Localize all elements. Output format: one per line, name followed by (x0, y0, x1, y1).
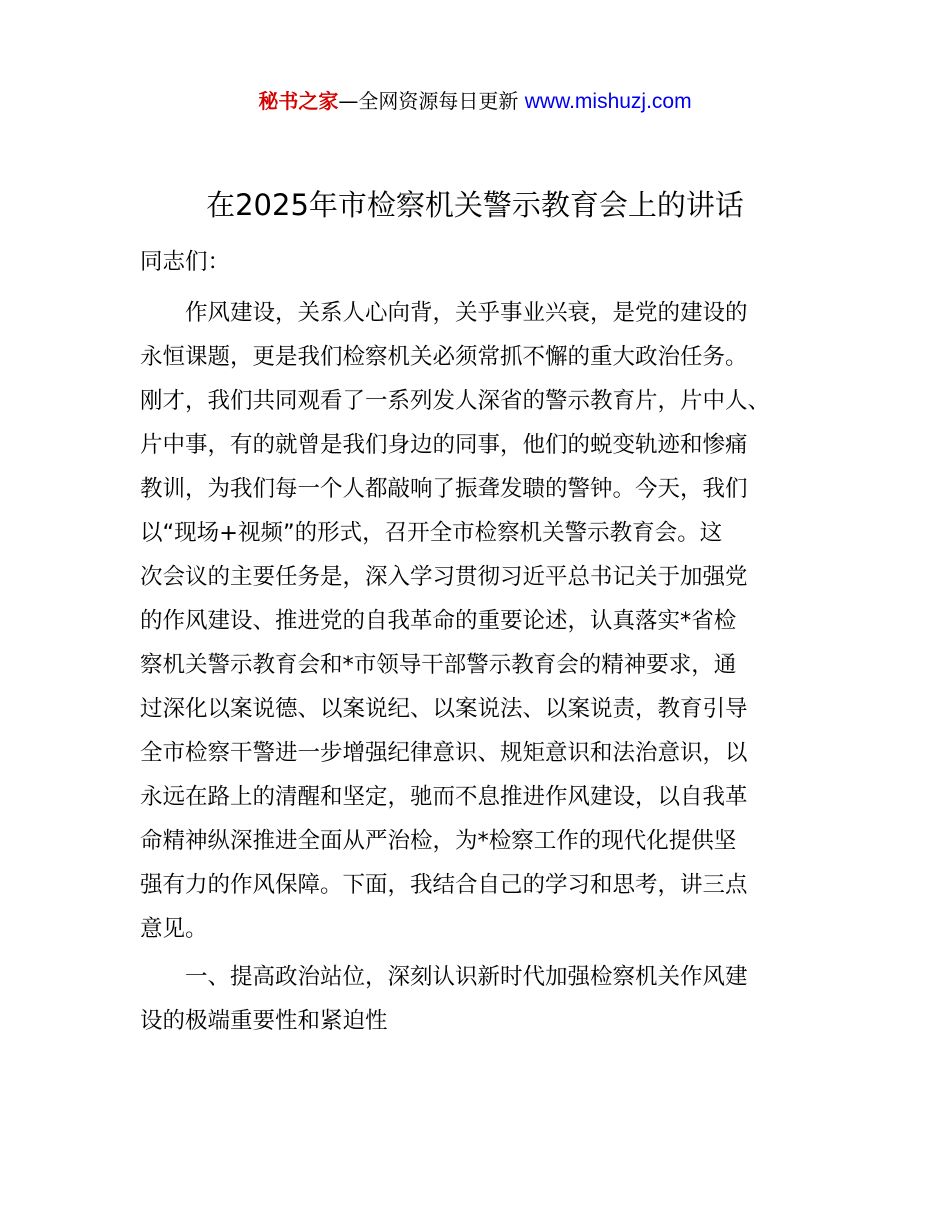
text-line: 刚才，我们共同观看了一系列发人深省的警示教育片，片中人、 (140, 388, 771, 414)
text-line: 永远在路上的清醒和坚定，驰而不息推进作风建设，以自我革 (140, 784, 748, 810)
text-line: 的作风建设、推进党的自我革命的重要论述，认真落实*省检 (140, 608, 737, 634)
text-line: 次会议的主要任务是，深入学习贯彻习近平总书记关于加强党 (140, 564, 748, 590)
text-line: 一、提高政治站位，深刻认识新时代加强检察机关作风建 (185, 964, 748, 990)
text-line: 永恒课题，更是我们检察机关必须常抓不懈的重大政治任务。 (140, 344, 748, 370)
text-line: 命精神纵深推进全面从严治检，为*检察工作的现代化提供坚 (140, 828, 737, 854)
text-line: 以“现场+视频”的形式，召开全市检察机关警示教育会。这 (140, 520, 723, 546)
site-header (0, 86, 950, 117)
text-line: 意见。 (140, 916, 208, 942)
site-tagline: —全网资源每日更新 (338, 89, 519, 113)
text-line: 强有力的作风保障。下面，我结合自己的学习和思考，讲三点 (140, 872, 748, 898)
text-line: 设的极端重要性和紧迫性 (140, 1008, 388, 1034)
text-line: 察机关警示教育会和*市领导干部警示教育会的精神要求，通 (140, 652, 737, 678)
text-line: 过深化以案说德、以案说纪、以案说法、以案说责，教育引导 (140, 696, 748, 722)
brand-name: 秘书之家 (258, 89, 339, 113)
text-line: 片中事，有的就曾是我们身边的同事，他们的蜕变轨迹和惨痛 (140, 432, 748, 458)
document-title: 在2025年市检察机关警示教育会上的讲话 (206, 188, 744, 222)
text-line: 教训，为我们每一个人都敲响了振聋发聩的警钟。今天，我们 (140, 476, 748, 502)
text-line: 全市检察干警进一步增强纪律意识、规矩意识和法治意识，以 (140, 740, 748, 766)
text-line: 作风建设，关系人心向背，关乎事业兴衰，是党的建设的 (185, 300, 748, 326)
site-url-link[interactable]: www.mishuzj.com (524, 90, 692, 113)
salutation: 同志们： (140, 249, 231, 275)
